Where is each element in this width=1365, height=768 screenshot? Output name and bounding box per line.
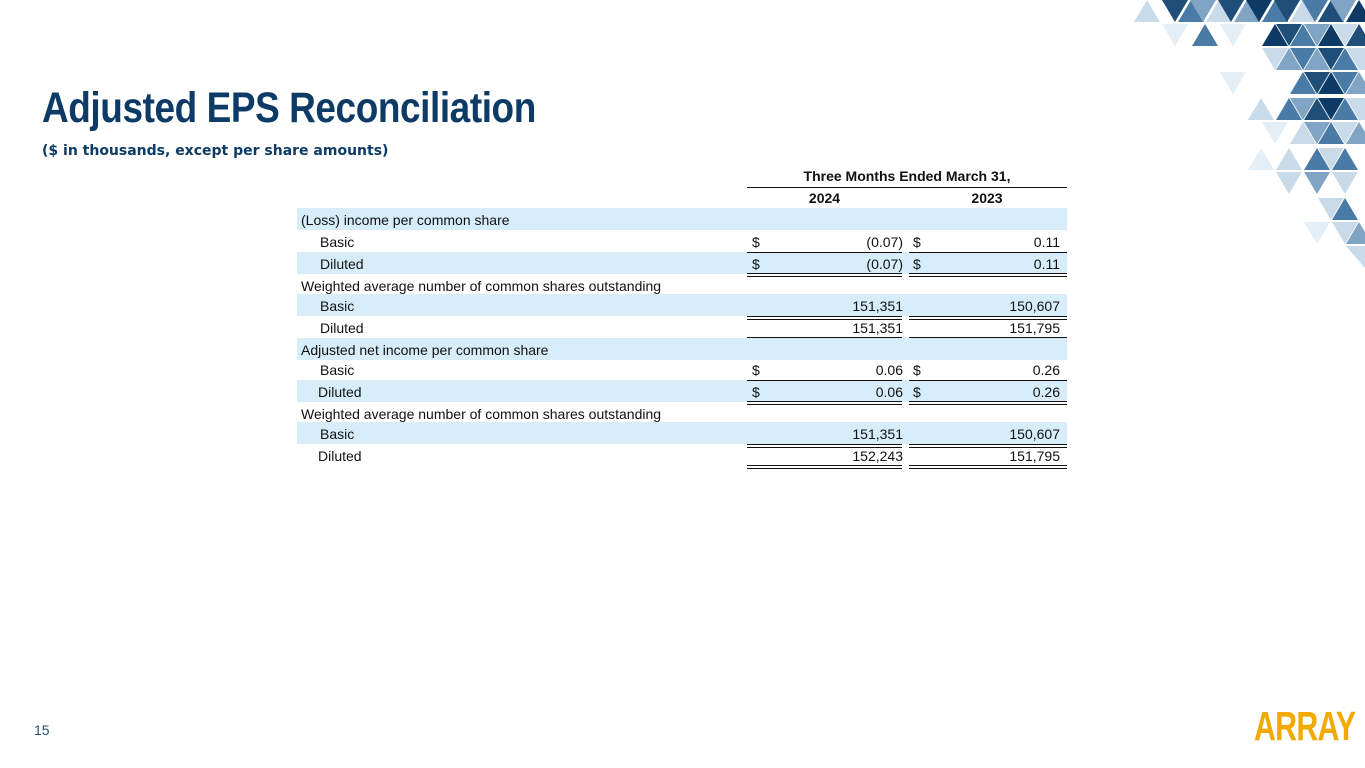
table-row bbox=[297, 252, 1067, 274]
currency-symbol: $ bbox=[913, 256, 921, 272]
table-row bbox=[297, 402, 1067, 424]
currency-symbol: $ bbox=[752, 362, 760, 378]
row-label: Basic bbox=[320, 298, 355, 314]
row-label: Diluted bbox=[318, 448, 362, 464]
subtotal-rule bbox=[909, 252, 1067, 253]
table-row bbox=[297, 208, 1067, 230]
row-label: (Loss) income per common share bbox=[301, 212, 510, 228]
header-rule bbox=[747, 187, 1067, 188]
row-label: Basic bbox=[320, 426, 355, 442]
value-2024: (0.07) bbox=[866, 256, 903, 272]
triangle-pattern-decoration bbox=[1120, 0, 1365, 270]
value-2024: 0.06 bbox=[875, 384, 903, 400]
value-2023: 150,607 bbox=[1009, 298, 1060, 314]
value-2024: (0.07) bbox=[866, 234, 903, 250]
row-label: Diluted bbox=[320, 320, 364, 336]
total-double-rule bbox=[747, 465, 902, 469]
value-2024: 152,243 bbox=[852, 448, 903, 464]
table-row bbox=[297, 338, 1067, 360]
value-2023: 0.11 bbox=[1033, 234, 1060, 250]
value-2023: 150,607 bbox=[1009, 426, 1060, 442]
table-row bbox=[297, 444, 1067, 466]
page-title: Adjusted EPS Reconciliation bbox=[42, 84, 536, 132]
page-subtitle: ($ in thousands, except per share amounts) bbox=[42, 143, 389, 159]
value-2023: 0.26 bbox=[1032, 362, 1060, 378]
value-2023: 0.11 bbox=[1033, 256, 1060, 272]
value-2024: 151,351 bbox=[852, 298, 903, 314]
value-2023: 151,795 bbox=[1009, 320, 1060, 336]
period-header: Three Months Ended March 31, bbox=[803, 168, 1011, 184]
currency-symbol: $ bbox=[913, 362, 921, 378]
value-2024: 151,351 bbox=[852, 320, 903, 336]
table-row bbox=[297, 358, 1067, 380]
currency-symbol: $ bbox=[913, 234, 921, 250]
total-double-rule bbox=[909, 465, 1067, 469]
table-row bbox=[297, 422, 1067, 444]
value-2023: 0.26 bbox=[1032, 384, 1060, 400]
year-header-2023: 2023 bbox=[971, 190, 1003, 206]
page-number: 15 bbox=[34, 722, 50, 738]
row-label: Adjusted net income per common share bbox=[301, 342, 549, 358]
table-row bbox=[297, 316, 1067, 338]
table-row bbox=[297, 380, 1067, 402]
row-label: Diluted bbox=[318, 384, 362, 400]
subtotal-rule bbox=[747, 380, 902, 381]
currency-symbol: $ bbox=[752, 384, 760, 400]
value-2023: 151,795 bbox=[1009, 448, 1060, 464]
row-label: Diluted bbox=[320, 256, 364, 272]
row-label: Basic bbox=[320, 234, 355, 250]
year-header-2024: 2024 bbox=[808, 190, 841, 206]
table-row bbox=[297, 294, 1067, 316]
subtotal-rule bbox=[747, 252, 902, 253]
value-2024: 151,351 bbox=[852, 426, 903, 442]
currency-symbol: $ bbox=[913, 384, 921, 400]
value-2024: 0.06 bbox=[875, 362, 903, 378]
subtotal-rule bbox=[909, 380, 1067, 381]
currency-symbol: $ bbox=[752, 256, 760, 272]
row-label: Basic bbox=[320, 362, 355, 378]
array-logo: ARRAY bbox=[1254, 703, 1356, 749]
triangle-pattern-icon bbox=[1134, 0, 1365, 268]
currency-symbol: $ bbox=[752, 234, 760, 250]
table-row bbox=[297, 274, 1067, 296]
row-label: Weighted average number of common shares outstanding bbox=[301, 406, 662, 422]
row-label: Weighted average number of common shares outstanding bbox=[301, 278, 662, 294]
table-row bbox=[297, 230, 1067, 252]
